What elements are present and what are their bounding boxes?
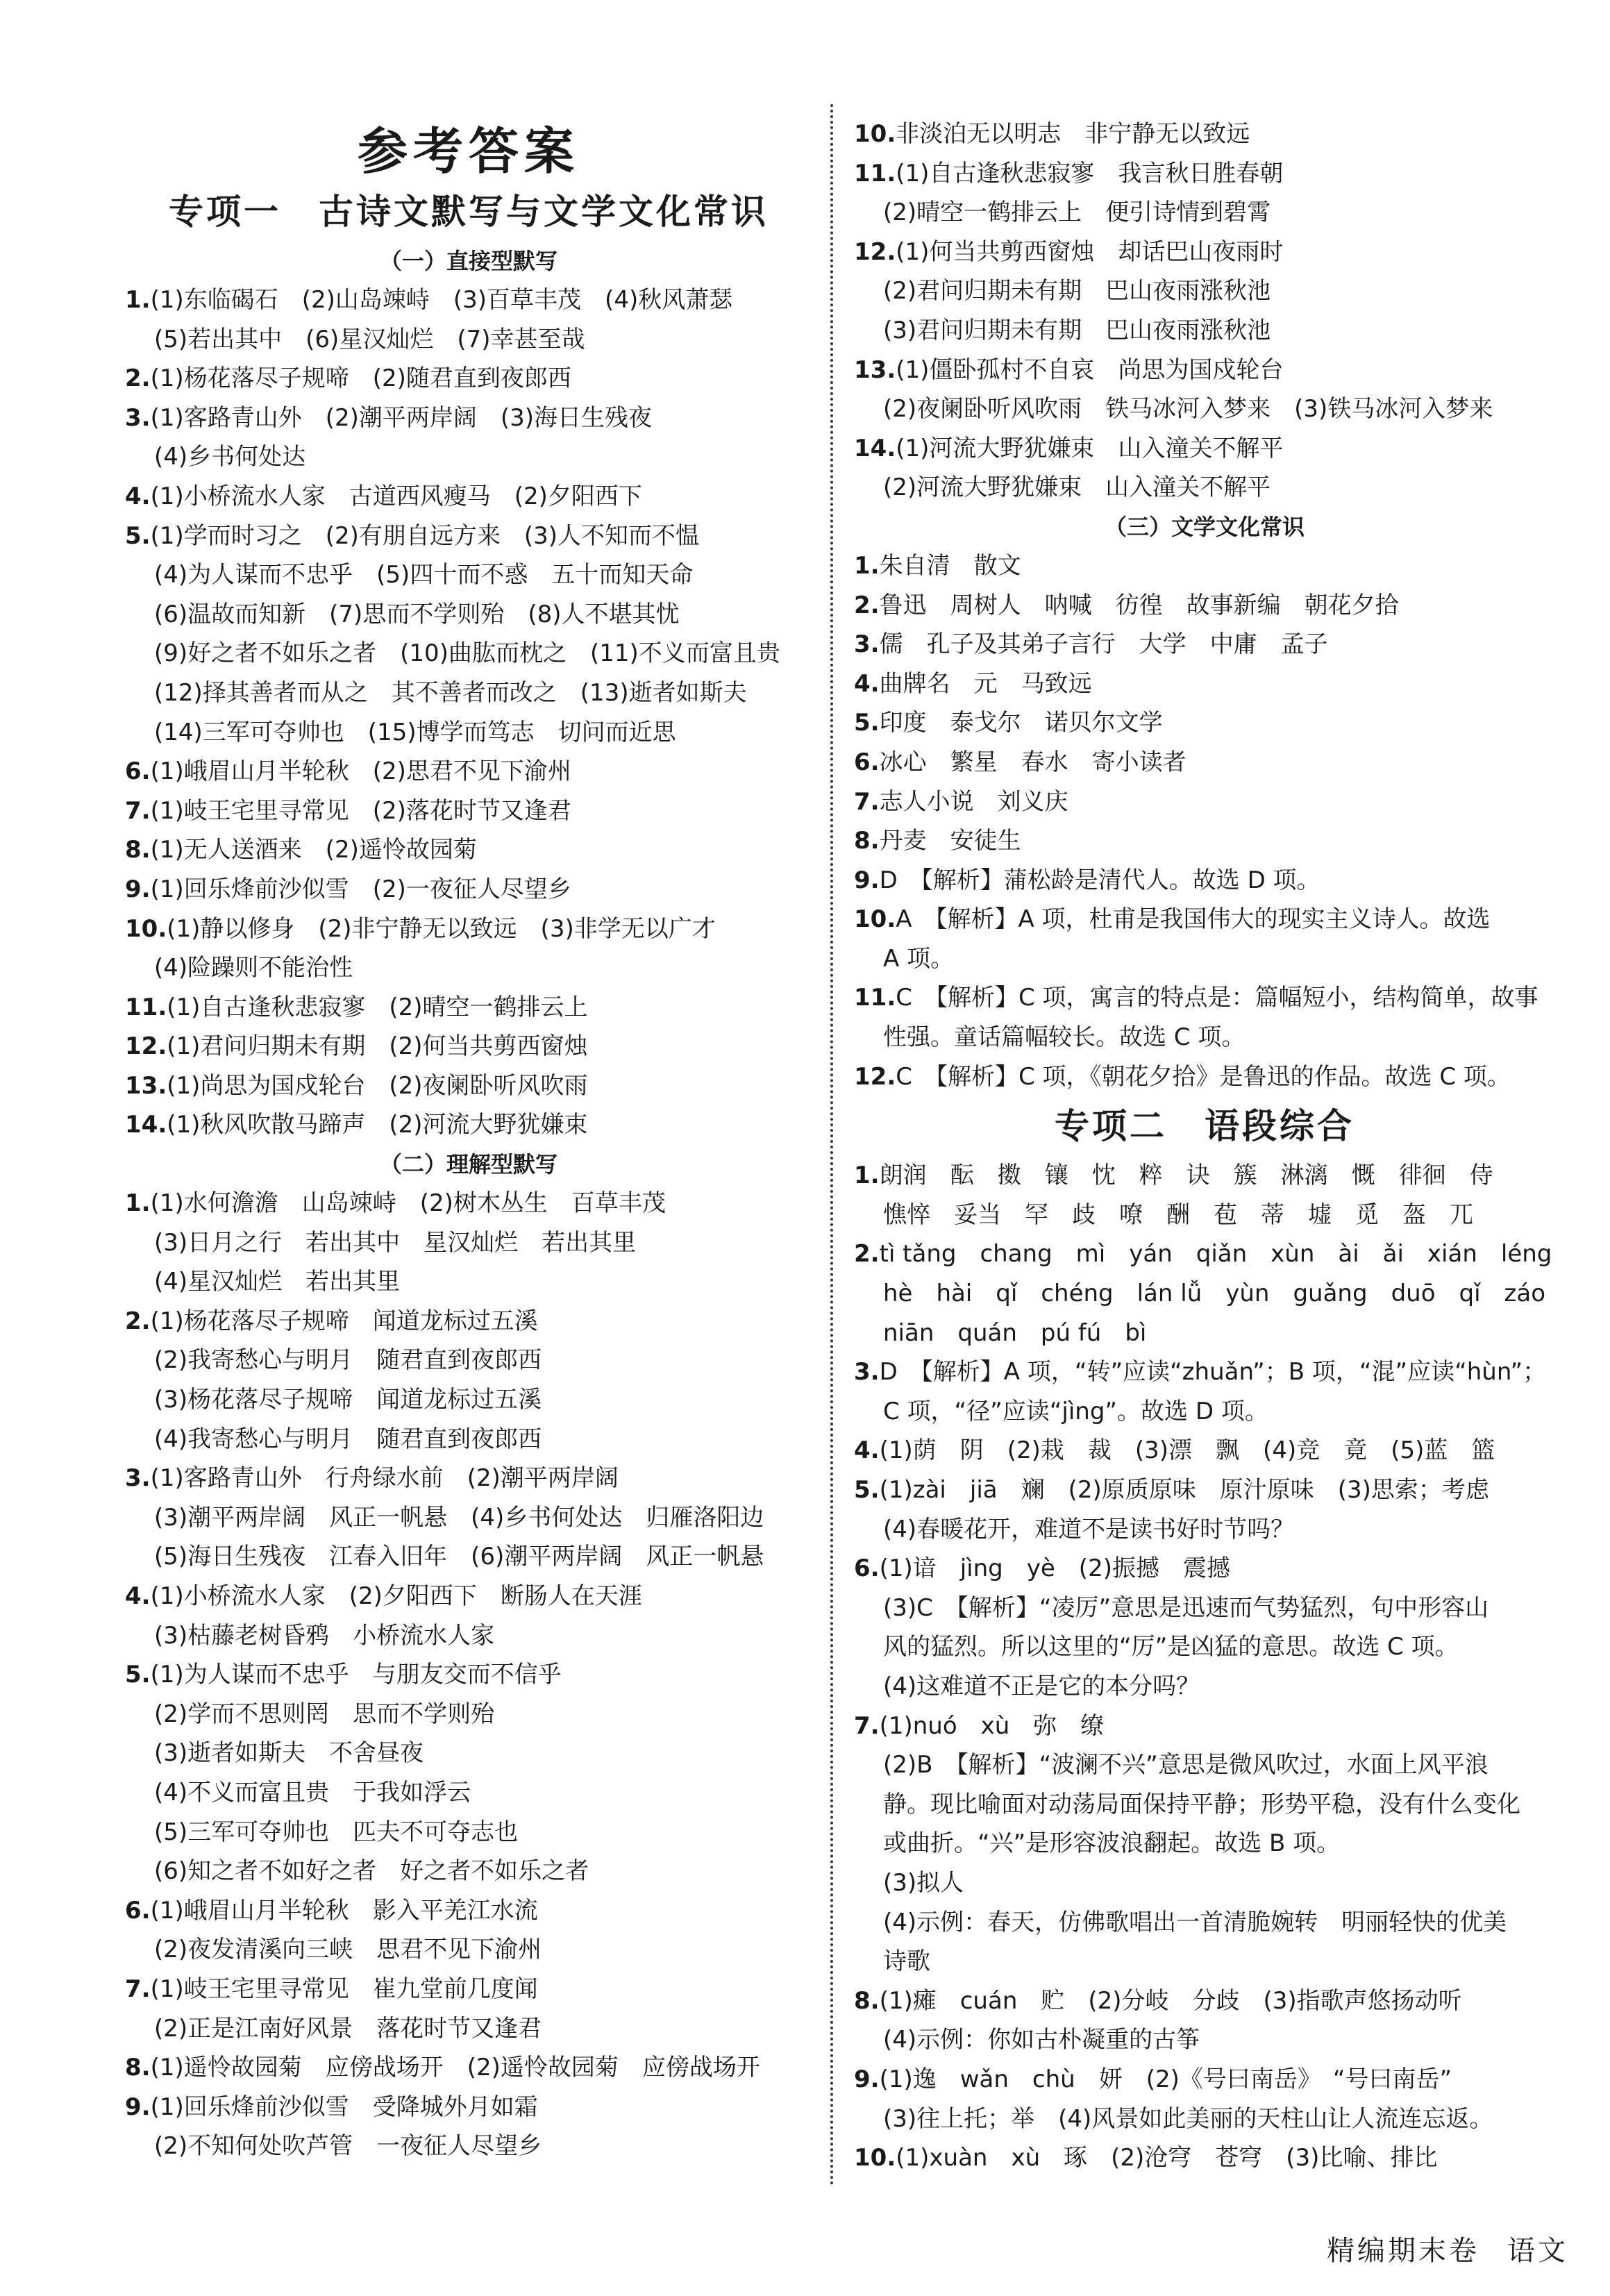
answer-line [854,389,1555,429]
question-number: 2. [854,591,880,619]
question-number: 6. [854,748,880,776]
answer-text: A 【解析】A 项，杜甫是我国伟大的现实主义诗人。故选 [896,905,1491,934]
answer-text: (4)这难道不正是它的本分吗？ [883,1672,1200,1700]
question-number: 13. [854,355,896,384]
answer-line [125,437,812,477]
question-number: 2. [854,1240,880,1268]
question-number: 3. [854,630,880,659]
answer-line [125,948,812,988]
answer-line [854,1785,1555,1825]
question-number: 4. [125,1582,151,1610]
answer-text: tì tǎng chang mì yán qiǎn xùn ài ǎi xián léng [879,1240,1552,1268]
answer-text: 朱自清 散文 [879,551,1021,580]
question-number: 9. [125,875,151,903]
answer-text: 性强。童话篇幅较长。故选 C 项。 [883,1023,1246,1052]
answer-line [854,1549,1555,1589]
answer-line [125,1459,812,1498]
answer-text: (1)水何澹澹 山岛竦峙 (2)树木丛生 百草丰茂 [150,1189,666,1218]
answer-line [125,2088,812,2127]
answer-text: (1)无人送酒来 (2)遥怜故园菊 [150,836,477,864]
answer-text: (1)xuàn xù 琢 (2)沧穹 苍穹 (3)比喻、排比 [896,2144,1438,2172]
answer-line [854,1824,1555,1863]
answer-text: (6)知之者不如好之者 好之者不如乐之者 [154,1857,589,1886]
answer-text: (1)杨花落尽子规啼 闻道龙标过五溪 [150,1307,538,1335]
answer-line [125,1616,812,1656]
answer-text: 志人小说 刘义庆 [879,787,1068,816]
answer-line [854,468,1555,508]
answer-line [854,1707,1555,1746]
answer-line [854,1234,1555,1274]
question-number: 4. [125,482,151,510]
answer-text: 非淡泊无以明志 非宁静无以致远 [896,120,1250,148]
answer-text: (1)学而时习之 (2)有朋自远方来 (3)人不知而不愠 [150,521,700,550]
answer-line [854,154,1555,194]
question-number: 1. [125,286,151,314]
answer-text: D 【解析】A 项，“转”应读“zhuǎn”；B 项，“混”应读“hùn”； [879,1358,1547,1386]
answer-text: (1)逸 wǎn chù 妍 (2)《号曰南岳》 “号曰南岳” [879,2065,1452,2093]
answer-line [854,115,1555,154]
answer-text: (1)自古逢秋悲寂寥 (2)晴空一鹤排云上 [167,993,588,1021]
answer-text: (2)学而不思则罔 思而不学则殆 [154,1700,495,1728]
column-divider [830,104,833,2187]
question-number: 1. [125,1189,151,1218]
question-number: 14. [125,1111,167,1139]
answer-text: hè hài qǐ chéng lán lǚ yùn guǎng duō qǐ záo [883,1280,1546,1308]
question-number: 8. [125,836,151,864]
answer-line [854,586,1555,626]
answer-line [125,870,812,910]
answer-text: (2)不知何处吹芦管 一夜征人尽望乡 [154,2132,542,2161]
answer-text: (3)往上托；举 (4)风景如此美丽的天柱山让人流连忘返。 [883,2104,1493,2133]
answer-line [854,1667,1555,1707]
question-number: 9. [854,866,880,894]
answer-text: (1)尚思为国戍轮台 (2)夜阑卧听风吹雨 [167,1071,588,1100]
answer-text: 冰心 繁星 春水 寄小读者 [879,748,1186,776]
answer-line [854,861,1555,900]
answer-text: (1)荫 阴 (2)栽 裁 (3)漂 飘 (4)竞 竟 (5)蓝 篮 [879,1436,1495,1465]
question-number: 11. [854,159,896,187]
left-column [125,182,812,2166]
answer-line [854,1942,1555,1981]
answer-text: (4)示例：春天，仿佛歌唱出一首清脆婉转 明丽轻快的优美 [883,1908,1507,1936]
answer-text: (1)杨花落尽子规啼 (2)随君直到夜郎西 [150,364,571,393]
answer-line [125,791,812,831]
answer-line [854,271,1555,311]
answer-text: (2)夜阑卧听风吹雨 铁马冰河入梦来 (3)铁马冰河入梦来 [883,395,1493,424]
answer-line [125,1773,812,1813]
answer-text: (6)温故而知新 (7)思而不学则殆 (8)人不堪其忧 [154,600,680,628]
answer-line [854,1510,1555,1550]
answer-line [854,939,1555,979]
question-number: 14. [854,434,896,462]
answer-line [854,1156,1555,1196]
answer-text: (4)险躁则不能治性 [154,954,353,982]
answer-line [125,2127,812,2166]
answer-text: (1)客路青山外 (2)潮平两岸阔 (3)海日生残夜 [150,403,653,432]
answer-line [854,1196,1555,1235]
question-number: 11. [125,993,167,1021]
answer-text: (3)日月之行 若出其中 星汉灿烂 若出其里 [154,1228,637,1257]
answer-text: (1)回乐烽前沙似雪 (2)一夜征人尽望乡 [150,875,571,903]
answer-text: (2)晴空一鹤排云上 便引诗情到碧霄 [883,199,1271,227]
answer-text: (1)自古逢秋悲寂寥 我言秋日胜春朝 [896,159,1284,187]
answer-line [125,634,812,673]
question-number: 4. [854,669,880,698]
answer-text: (2)河流大野犹嫌束 山入潼关不解平 [883,474,1271,502]
answer-text: (14)三军可夺帅也 (15)博学而笃志 切问而近思 [154,718,676,746]
answer-text: (1)东临碣石 (2)山岛竦峙 (3)百草丰茂 (4)秋风萧瑟 [150,286,733,314]
answer-text: (1)遥怜故园菊 应傍战场开 (2)遥怜故园菊 应傍战场开 [150,2054,760,2082]
answer-line [125,1930,812,1970]
answer-text: 鲁迅 周树人 呐喊 彷徨 故事新编 朝花夕拾 [879,591,1399,619]
answer-text: (4)为人谋而不忠乎 (5)四十而不惑 五十而知天命 [154,561,694,589]
question-number: 1. [854,551,880,580]
question-number: 10. [125,914,167,943]
answer-line [854,900,1555,939]
answer-text: 朗润 酝 擞 镶 忱 粹 诀 簇 淋漓 慨 徘徊 侍 [879,1162,1493,1190]
answer-line [125,399,812,438]
answer-text: (1)nuó xù 弥 缭 [879,1711,1105,1740]
answer-line [125,595,812,635]
answer-line [125,359,812,399]
answer-line [125,1066,812,1106]
answer-text: (1)岐王宅里寻常见 崔九堂前几度闻 [150,1975,538,2003]
question-number: 6. [854,1555,880,1583]
question-number: 12. [125,1032,167,1061]
answer-line [125,988,812,1028]
answer-line [854,193,1555,233]
question-number: 7. [854,787,880,816]
answer-line [125,1695,812,1734]
answer-line [854,2138,1555,2178]
answer-line [125,555,812,595]
answer-line [125,1302,812,1341]
answer-line [854,1903,1555,1943]
answer-text: C 【解析】C 项，《朝花夕拾》是鲁迅的作品。故选 C 项。 [896,1062,1511,1091]
answer-line [854,1314,1555,1353]
subject-name: 语文 [1507,2235,1568,2267]
answer-line [125,1537,812,1577]
answer-line [125,1813,812,1852]
answer-text: (4)乡书何处达 [154,443,306,471]
question-number: 7. [854,1711,880,1740]
answer-text: (1)岐王宅里寻常见 (2)落花时节又逢君 [150,796,571,825]
question-number: 12. [854,1062,896,1091]
answer-line [854,1981,1555,2021]
answer-line [125,910,812,949]
answer-line [854,978,1555,1018]
question-number: 3. [854,1358,880,1386]
book-name: 精编期末卷 [1327,2235,1479,2267]
answer-text: 儒 孔子及其弟子言行 大学 中庸 孟子 [879,630,1328,659]
answer-text: (1)回乐烽前沙似雪 受降城外月如霜 [150,2093,538,2121]
answer-line [125,320,812,360]
answer-text: A 项。 [883,944,955,973]
answer-line [125,1420,812,1459]
answer-line [125,673,812,713]
answer-text: 曲牌名 元 马致远 [879,669,1092,698]
answer-line [854,1352,1555,1392]
section-title-2: 专项二 语段综合 [1055,1105,1355,1147]
answer-line [125,2009,812,2049]
answer-line [854,1627,1555,1667]
page-footer [1327,2229,1568,2268]
answer-text: (4)不义而富且贵 于我如浮云 [154,1778,471,1807]
answer-text: (2)正是江南好风景 落花时节又逢君 [154,2014,542,2043]
question-number: 3. [125,403,151,432]
question-number: 13. [125,1071,167,1100]
answer-text: 诗歌 [883,1947,930,1976]
answer-text: (3)潮平两岸阔 风正一帆悬 (4)乡书何处达 归雁洛阳边 [154,1503,764,1532]
answer-text: D 【解析】蒲松龄是清代人。故选 D 项。 [879,866,1320,894]
question-number: 3. [125,1464,151,1493]
answer-text: (2)我寄愁心与明月 随君直到夜郎西 [154,1346,542,1375]
answer-line [125,1027,812,1066]
answer-line [125,830,812,870]
section-title-1: 专项一 古诗文默写与文学文化常识 [169,191,769,232]
answer-line [125,1970,812,2009]
subsection-title-literature: （三）文学文化常识 [1104,513,1305,540]
answer-line [125,1105,812,1145]
answer-text: (4)示例：你如古朴凝重的古筝 [883,2026,1200,2054]
answer-line [125,752,812,791]
question-number: 9. [125,2093,151,2121]
answer-line [854,743,1555,782]
answer-text: (2)君问归期未有期 巴山夜雨涨秋池 [883,277,1271,305]
answer-line [125,1184,812,1223]
answer-text: (1)峨眉山月半轮秋 影入平羌江水流 [150,1896,538,1925]
answer-line [125,1341,812,1380]
answer-line [854,1392,1555,1432]
answer-line [854,2060,1555,2100]
answer-line [854,703,1555,743]
answer-line [854,782,1555,822]
answer-line [125,1577,812,1616]
answer-text: (3)C 【解析】“凌厉”意思是迅速而气势猛烈，句中形容山 [883,1593,1489,1622]
answer-text: (3)杨花落尽子规啼 闻道龙标过五溪 [154,1386,542,1414]
answer-line [854,1274,1555,1314]
answer-line [125,1498,812,1538]
answer-text: (5)海日生残夜 江春入旧年 (6)潮平两岸阔 风正一帆悬 [154,1543,764,1571]
answer-line [125,1734,812,1773]
subsection-title-direct: （一）直接型默写 [379,248,557,274]
answer-line [854,664,1555,704]
answer-text: (1)zài jiā 斓 (2)原质原味 原汁原味 (3)思索；考虑 [879,1476,1489,1504]
answer-line [854,546,1555,586]
answer-line [854,1057,1555,1097]
answer-line [854,1470,1555,1510]
answer-line [854,1431,1555,1470]
answer-list-continued [854,115,1555,508]
answer-text: (1)僵卧孤村不自哀 尚思为国戍轮台 [896,355,1284,384]
answer-text: (3)枯藤老树昏鸦 小桥流水人家 [154,1621,495,1650]
answer-text: (1)静以修身 (2)非宁静无以致远 (3)非学无以广才 [167,914,716,943]
answer-line [854,311,1555,351]
answer-line [854,1863,1555,1903]
answer-text: (3)拟人 [883,1868,964,1897]
answer-text: (5)若出其中 (6)星汉灿烂 (7)幸甚至哉 [154,325,585,353]
answer-text: 风的猛烈。所以这里的“厉”是凶猛的意思。故选 C 项。 [883,1633,1459,1661]
answer-line [854,625,1555,664]
answer-line [125,477,812,517]
answer-line [854,821,1555,861]
question-number: 5. [125,521,151,550]
answer-line [854,2020,1555,2060]
answer-text: (1)何当共剪西窗烛 却话巴山夜雨时 [896,237,1284,266]
answer-line [125,280,812,320]
answer-line [125,1891,812,1931]
question-number: 7. [125,796,151,825]
question-number: 5. [125,1661,151,1689]
answer-list-literature [854,546,1555,1096]
answer-text: (3)君问归期未有期 巴山夜雨涨秋池 [883,316,1271,344]
answer-line [125,1380,812,1420]
answer-text: (1)小桥流水人家 古道西风瘦马 (2)夕阳西下 [150,482,642,510]
answer-line [125,713,812,753]
page-title: 参考答案 [357,121,580,181]
answer-text: (2)夜发清溪向三峡 思君不见下渝州 [154,1936,542,1964]
answer-text: (1)君问归期未有期 (2)何当共剪西窗烛 [167,1032,588,1061]
question-number: 2. [125,364,151,393]
answer-text: (4)春暖花开，难道不是读书好时节吗？ [883,1515,1295,1543]
question-number: 9. [854,2065,880,2093]
answer-line [125,517,812,556]
question-number: 6. [125,757,151,786]
question-number: 10. [854,905,896,934]
answer-text: (3)逝者如斯夫 不舍昼夜 [154,1739,424,1768]
answer-text: (9)好之者不如乐之者 (10)曲肱而枕之 (11)不义而富且贵 [154,639,780,668]
answer-text: (2)B 【解析】“波澜不兴”意思是微风吹过，水面上风平浪 [883,1751,1489,1779]
answer-line [125,1223,812,1263]
question-number: 2. [125,1307,151,1335]
question-number: 10. [854,120,896,148]
answer-text: 印度 泰戈尔 诺贝尔文学 [879,709,1163,737]
answer-text: (1)瘫 cuán 贮 (2)分岐 分歧 (3)指歌声悠扬动听 [879,1986,1462,2015]
question-number: 1. [854,1162,880,1190]
answer-line [125,1262,812,1302]
answer-text: C 项，“径”应读“jìng”。故选 D 项。 [883,1397,1268,1425]
subsection-title-understanding: （二）理解型默写 [379,1151,557,1178]
answer-text: 丹麦 安徒生 [879,827,1021,855]
answer-text: 或曲折。“兴”是形容波浪翻起。故选 B 项。 [883,1829,1341,1858]
answer-text: (1)客路青山外 行舟绿水前 (2)潮平两岸阔 [150,1464,619,1493]
question-number: 7. [125,1975,151,2003]
answer-line [125,1655,812,1695]
answer-text: (1)为人谋而不忠乎 与朋友交而不信乎 [150,1661,562,1689]
answer-text: (5)三军可夺帅也 匹夫不可夺志也 [154,1818,519,1846]
question-number: 10. [854,2144,896,2172]
question-number: 8. [125,2054,151,2082]
answer-text: niān quán pú fú bì [883,1318,1147,1347]
question-number: 11. [854,984,896,1012]
answer-line [854,1589,1555,1628]
question-number: 8. [854,827,880,855]
answer-line [854,351,1555,390]
answer-line [854,1018,1555,1057]
answer-text: (1)秋风吹散马蹄声 (2)河流大野犹嫌束 [167,1111,588,1139]
answer-text: 静。现比喻面对动荡局面保持平静；形势平稳，没有什么变化 [883,1790,1520,1818]
answer-line [125,1852,812,1891]
answer-text: (1)峨眉山月半轮秋 (2)思君不见下渝州 [150,757,571,786]
answer-line [854,1745,1555,1785]
answer-text: (1)小桥流水人家 (2)夕阳西下 断肠人在天涯 [150,1582,642,1610]
answer-list-direct [125,280,812,1145]
answer-text: (4)我寄愁心与明月 随君直到夜郎西 [154,1425,542,1453]
answer-text: C 【解析】C 项，寓言的特点是：篇幅短小，结构简单，故事 [896,984,1538,1012]
answer-text: (1)河流大野犹嫌束 山入潼关不解平 [896,434,1284,462]
question-number: 5. [854,1476,880,1504]
answer-text: (1)谙 jìng yè (2)振撼 震撼 [879,1555,1230,1583]
answer-list-passages [854,1156,1555,2177]
answer-text: (4)星汉灿烂 若出其里 [154,1268,401,1296]
question-number: 4. [854,1436,880,1465]
question-number: 5. [854,709,880,737]
answer-line [854,233,1555,272]
question-number: 8. [854,1986,880,2015]
answer-line [854,2100,1555,2139]
question-number: 6. [125,1896,151,1925]
answer-text: 憔悴 妥当 罕 歧 嘹 酬 苞 蒂 墟 觅 盔 兀 [883,1200,1473,1229]
answer-list-understanding [125,1184,812,2166]
right-column [854,115,1555,2178]
question-number: 12. [854,237,896,266]
answer-line [854,429,1555,469]
answer-text: (12)择其善者而从之 其不善者而改之 (13)逝者如斯夫 [154,678,747,707]
answer-line [125,2048,812,2088]
